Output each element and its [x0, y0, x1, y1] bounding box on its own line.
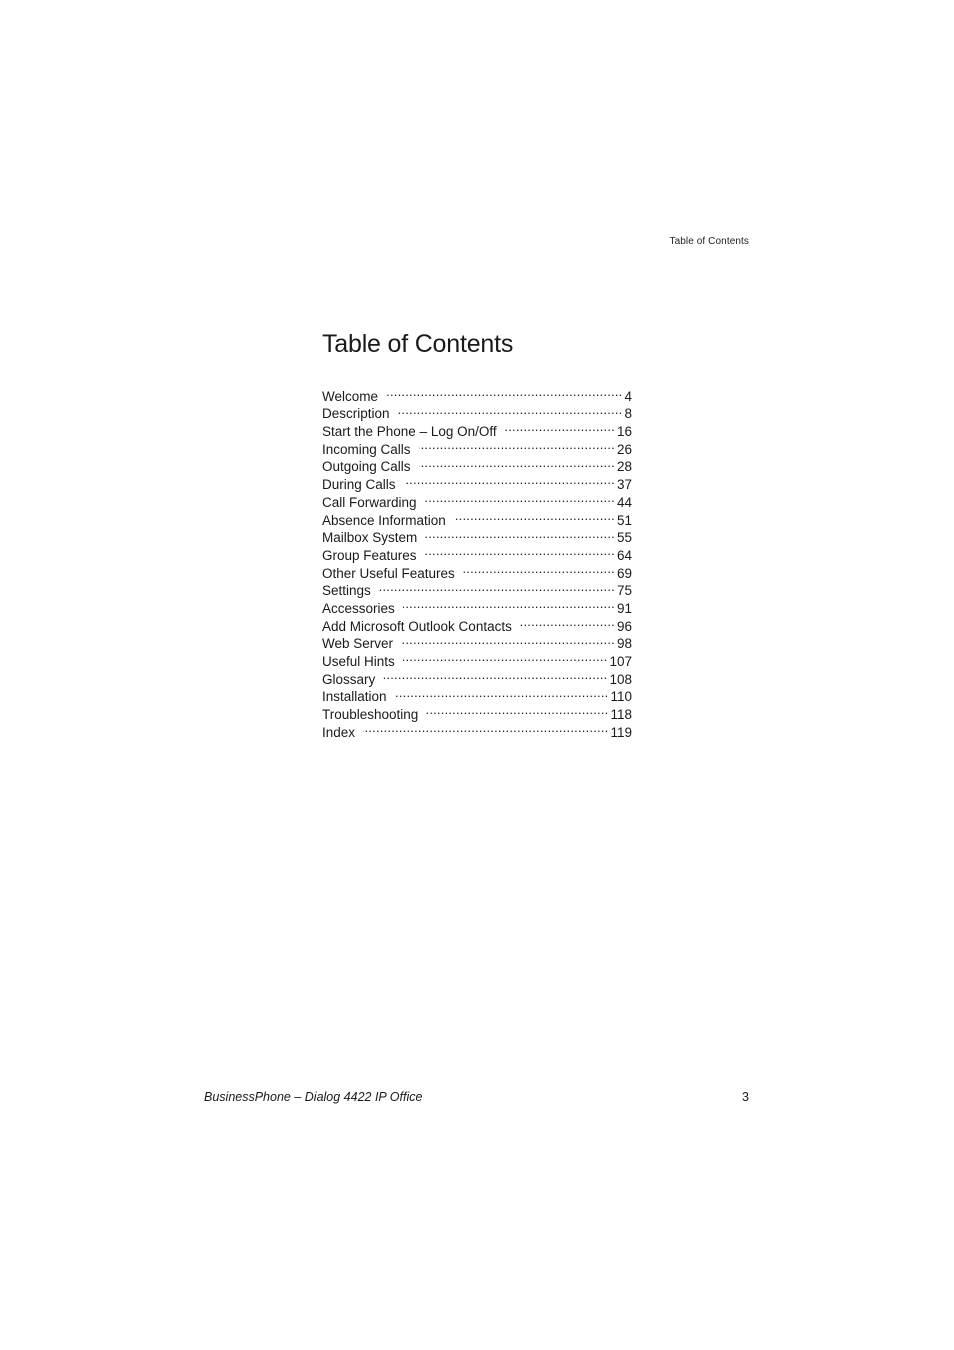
toc-entry-page: 91	[616, 600, 632, 616]
toc-entry-label: During Calls	[322, 477, 396, 493]
toc-leader-dots	[454, 507, 615, 525]
toc-entry-label: Mailbox System	[322, 530, 418, 546]
toc-leader-dots	[505, 418, 615, 436]
page-title: Table of Contents	[322, 330, 514, 358]
toc-entry-label: Troubleshooting	[322, 707, 419, 723]
toc-entry-page: 96	[616, 618, 632, 634]
toc-entry-label: Incoming Calls	[322, 441, 411, 457]
toc-entry-page: 110	[610, 689, 632, 705]
toc-entry-label: Absence Information	[322, 512, 446, 528]
toc-entry-label: Installation	[322, 689, 387, 705]
table-of-contents	[322, 383, 632, 740]
toc-leader-dots	[425, 525, 615, 543]
toc-entry-label: Index	[322, 724, 356, 740]
toc-entry-page: 28	[616, 459, 632, 475]
toc-leader-dots	[419, 436, 615, 454]
toc-leader-dots	[386, 383, 622, 401]
toc-entry-label: Useful Hints	[322, 654, 395, 669]
toc-entry-label: Accessories	[322, 600, 395, 616]
toc-entry-page: 16	[616, 424, 632, 440]
toc-leader-dots	[395, 684, 609, 702]
toc-leader-dots	[379, 578, 615, 596]
toc-entry-label: Settings	[322, 583, 371, 599]
toc-entry-label: Other Useful Features	[322, 565, 455, 581]
toc-leader-dots	[520, 613, 615, 631]
toc-leader-dots	[383, 666, 607, 684]
toc-entry-page: 4	[624, 388, 632, 404]
toc-leader-dots	[363, 719, 608, 737]
toc-entry-page: 107	[609, 654, 632, 669]
toc-leader-dots	[426, 701, 608, 719]
toc-entry-page: 8	[624, 406, 632, 422]
footer-document-title: BusinessPhone – Dialog 4422 IP Office	[204, 1090, 423, 1104]
toc-leader-dots	[403, 648, 608, 666]
toc-entry-page: 44	[616, 494, 632, 510]
toc-leader-dots	[425, 542, 615, 560]
toc-entry-index[interactable]	[322, 719, 632, 740]
toc-entry-page: 98	[616, 636, 632, 652]
toc-entry-page: 69	[616, 565, 632, 581]
toc-leader-dots	[463, 560, 615, 578]
toc-leader-dots	[403, 595, 615, 613]
toc-entry-label: Group Features	[322, 547, 417, 563]
toc-entry-label: Welcome	[322, 388, 379, 404]
toc-entry-label: Glossary	[322, 671, 376, 687]
toc-entry-page: 26	[616, 441, 632, 457]
toc-entry-page: 118	[610, 707, 632, 723]
toc-entry-page: 51	[616, 512, 632, 528]
footer-page-number: 3	[742, 1090, 749, 1104]
toc-entry-page: 55	[616, 530, 632, 546]
toc-entry-page: 37	[616, 477, 632, 493]
toc-entry-page: 75	[616, 583, 632, 599]
toc-leader-dots	[425, 489, 615, 507]
toc-leader-dots	[401, 631, 615, 649]
toc-leader-dots	[404, 471, 615, 489]
toc-entry-welcome[interactable]	[322, 383, 632, 404]
toc-entry-label: Add Microsoft Outlook Contacts	[322, 618, 512, 634]
toc-entry-label: Call Forwarding	[322, 494, 417, 510]
toc-leader-dots	[398, 401, 623, 419]
toc-entry-page: 108	[609, 671, 632, 687]
toc-entry-label: Web Server	[322, 636, 394, 652]
toc-leader-dots	[419, 454, 615, 472]
toc-entry-page: 119	[610, 724, 632, 740]
running-header: Table of Contents	[669, 236, 749, 247]
toc-entry-label: Description	[322, 406, 390, 422]
toc-entry-page: 64	[616, 547, 632, 563]
toc-entry-label: Outgoing Calls	[322, 459, 411, 475]
toc-entry-label: Start the Phone – Log On/Off	[322, 424, 497, 440]
